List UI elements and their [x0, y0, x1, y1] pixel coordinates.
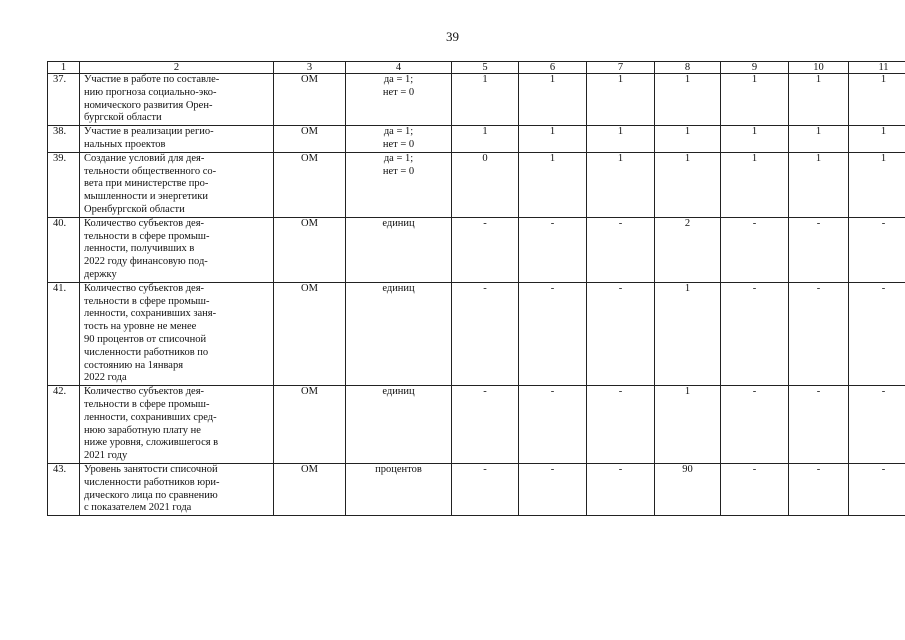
column-number: 8 — [655, 62, 721, 74]
indicator-name-line: Количество субъектов дея- — [84, 386, 205, 398]
indicator-name-line: тельности в сфере промыш- — [84, 398, 210, 410]
indicator-type: ОМ — [274, 463, 346, 515]
indicator-type: ОМ — [274, 282, 346, 385]
unit-line: единиц — [382, 217, 415, 229]
indicator-name-line: Количество субъектов дея- — [84, 217, 205, 229]
indicator-name-line: тельности общественного со- — [84, 165, 217, 177]
column-number: 4 — [346, 62, 452, 74]
indicator-name-line: вета при министерстве про- — [84, 178, 209, 190]
value-cell: 1 — [655, 386, 721, 464]
unit-of-measure — [346, 217, 452, 282]
row-number: 39. — [48, 152, 80, 217]
value-cell: - — [519, 463, 587, 515]
indicator-name — [80, 463, 274, 515]
value-cell: 1 — [789, 126, 849, 153]
value-cell: 1 — [655, 74, 721, 126]
unit-of-measure — [346, 152, 452, 217]
table-body — [48, 62, 905, 516]
unit-of-measure — [346, 126, 452, 153]
table-row — [48, 217, 905, 282]
indicator-name-line: тость на уровне не менее — [84, 321, 197, 333]
unit-line: нет = 0 — [382, 86, 415, 98]
value-cell: - — [849, 217, 905, 282]
indicator-name-line: 2022 года — [84, 372, 127, 384]
value-cell: - — [587, 463, 655, 515]
value-cell: 0 — [452, 152, 519, 217]
value-cell: 1 — [721, 126, 789, 153]
indicator-name-line: нию прогноза социально-эко- — [84, 86, 217, 98]
value-cell: - — [519, 282, 587, 385]
row-number: 42. — [48, 386, 80, 464]
value-cell: 1 — [789, 152, 849, 217]
unit-of-measure — [346, 463, 452, 515]
indicator-name — [80, 282, 274, 385]
indicator-name-line: мышленности и энергетики — [84, 191, 208, 203]
indicator-type: ОМ — [274, 386, 346, 464]
indicator-name-line: 2021 году — [84, 450, 128, 462]
value-cell: 1 — [452, 126, 519, 153]
column-number-row — [48, 62, 905, 74]
indicator-name-line: численности работников юри- — [84, 476, 220, 488]
indicator-name-line: 90 процентов от списочной — [84, 333, 207, 345]
indicator-name-line: нальных проектов — [84, 138, 166, 150]
value-cell: 1 — [721, 152, 789, 217]
column-number: 1 — [48, 62, 80, 74]
value-cell: - — [789, 282, 849, 385]
indicator-type: ОМ — [274, 217, 346, 282]
value-cell: - — [849, 282, 905, 385]
column-number: 5 — [452, 62, 519, 74]
value-cell: - — [452, 282, 519, 385]
value-cell: 2 — [655, 217, 721, 282]
indicators-table — [47, 61, 905, 516]
unit-line: процентов — [375, 463, 422, 475]
unit-of-measure — [346, 282, 452, 385]
unit-line: единиц — [382, 282, 415, 294]
value-cell: - — [452, 217, 519, 282]
column-number: 3 — [274, 62, 346, 74]
indicator-name-line: Участие в работе по составле- — [84, 74, 220, 85]
value-cell: - — [519, 386, 587, 464]
table-row — [48, 74, 905, 126]
indicator-type: ОМ — [274, 74, 346, 126]
value-cell: 1 — [655, 282, 721, 385]
value-cell: - — [452, 386, 519, 464]
value-cell: 90 — [655, 463, 721, 515]
column-number: 7 — [587, 62, 655, 74]
indicator-name — [80, 74, 274, 126]
table-row — [48, 126, 905, 153]
indicator-name-line: нюю заработную плату не — [84, 424, 201, 436]
indicator-name-line: Создание условий для дея- — [84, 152, 205, 164]
unit-of-measure — [346, 386, 452, 464]
table-row — [48, 152, 905, 217]
value-cell: - — [587, 282, 655, 385]
value-cell: - — [721, 463, 789, 515]
unit-line: да = 1; — [383, 74, 414, 85]
indicator-name-line: тельности в сфере промыш- — [84, 230, 210, 242]
value-cell: 1 — [519, 126, 587, 153]
value-cell: - — [789, 217, 849, 282]
column-number: 2 — [80, 62, 274, 74]
value-cell: 1 — [452, 74, 519, 126]
indicator-name-line: ленности, получивших в — [84, 243, 195, 255]
value-cell: - — [789, 386, 849, 464]
unit-line: единиц — [382, 386, 415, 398]
value-cell: - — [721, 282, 789, 385]
value-cell: 1 — [655, 152, 721, 217]
indicator-name-line: с показателем 2021 года — [84, 502, 192, 514]
value-cell: - — [789, 463, 849, 515]
table-row — [48, 463, 905, 515]
row-number: 37. — [48, 74, 80, 126]
column-number: 6 — [519, 62, 587, 74]
value-cell: 1 — [519, 152, 587, 217]
column-number: 10 — [789, 62, 849, 74]
indicator-type: ОМ — [274, 126, 346, 153]
indicator-name-line: численности работников по — [84, 346, 209, 358]
value-cell: 1 — [587, 126, 655, 153]
indicator-name-line: 2022 году финансовую под- — [84, 256, 208, 268]
row-number: 40. — [48, 217, 80, 282]
value-cell: 1 — [849, 126, 905, 153]
indicator-name-line: ленности, сохранивших заня- — [84, 308, 217, 320]
value-cell: 1 — [849, 152, 905, 217]
value-cell: 1 — [655, 126, 721, 153]
value-cell: - — [849, 463, 905, 515]
page-number: 39 — [446, 29, 459, 44]
indicator-name-line: Уровень занятости списочной — [84, 463, 218, 475]
column-number: 9 — [721, 62, 789, 74]
value-cell: 1 — [587, 152, 655, 217]
value-cell: 1 — [519, 74, 587, 126]
value-cell: 1 — [789, 74, 849, 126]
table-row — [48, 386, 905, 464]
unit-of-measure — [346, 74, 452, 126]
row-number: 43. — [48, 463, 80, 515]
indicator-name-line: Количество субъектов дея- — [84, 282, 205, 294]
unit-line: нет = 0 — [382, 165, 415, 177]
indicator-name — [80, 152, 274, 217]
unit-line: да = 1; — [383, 126, 414, 138]
indicator-name — [80, 126, 274, 153]
value-cell: 1 — [849, 74, 905, 126]
value-cell: - — [587, 386, 655, 464]
value-cell: - — [721, 386, 789, 464]
unit-line: нет = 0 — [382, 138, 415, 150]
indicator-name-line: дического лица по сравнению — [84, 489, 218, 501]
value-cell: 1 — [587, 74, 655, 126]
indicator-name-line: Участие в реализации регио- — [84, 126, 214, 138]
indicator-name-line: бургской области — [84, 112, 162, 124]
column-number: 11 — [849, 62, 905, 74]
indicator-name-line: тельности в сфере промыш- — [84, 295, 210, 307]
unit-line: да = 1; — [383, 152, 414, 164]
table-row — [48, 282, 905, 385]
row-number: 38. — [48, 126, 80, 153]
value-cell: - — [849, 386, 905, 464]
indicator-name-line: ниже уровня, сложившегося в — [84, 437, 219, 449]
indicator-name-line: Оренбургской области — [84, 203, 185, 215]
value-cell: - — [721, 217, 789, 282]
value-cell: - — [587, 217, 655, 282]
row-number: 41. — [48, 282, 80, 385]
indicator-name-line: держку — [84, 268, 117, 280]
indicator-name-line: ленности, сохранивших сред- — [84, 411, 217, 423]
value-cell: 1 — [721, 74, 789, 126]
indicator-name-line: состоянию на 1января — [84, 359, 184, 371]
value-cell: - — [452, 463, 519, 515]
indicator-name-line: номического развития Орен- — [84, 99, 213, 111]
indicator-name — [80, 217, 274, 282]
indicator-type: ОМ — [274, 152, 346, 217]
indicator-name — [80, 386, 274, 464]
value-cell: - — [519, 217, 587, 282]
